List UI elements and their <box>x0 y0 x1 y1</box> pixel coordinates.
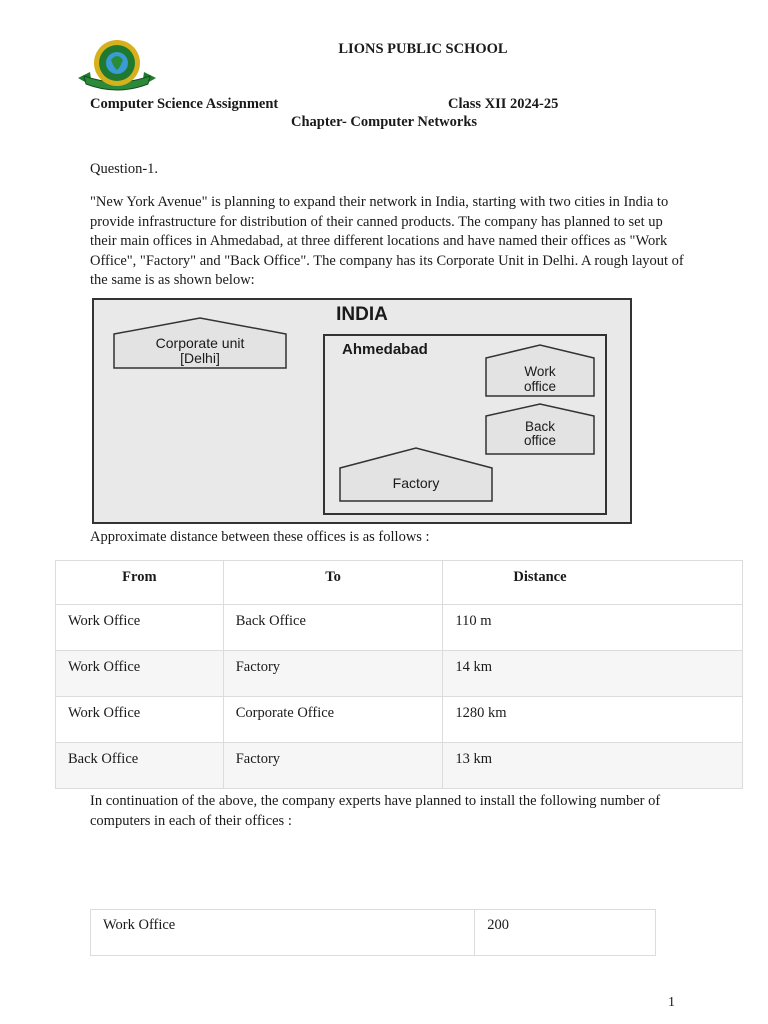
ahmedabad-label: Ahmedabad <box>342 341 428 358</box>
svg-text:Work: Work <box>524 364 556 379</box>
question-intro: "New York Avenue" is planning to expand their network in India, starting with two cities in India to provide infrastructure for distribution of their canned products. The company has planned to set up their main offices in Ahmedabad, at three different locations and have named their offices as "Work Office", "Factory" and "Back Office". The company has its Corporate Unit in Delhi. A rough layout of the same is as shown below: <box>90 194 684 288</box>
cell-from: Work Office <box>56 697 224 743</box>
table-row <box>56 651 743 697</box>
cell-office: Work Office <box>91 910 475 956</box>
computers-table <box>90 909 656 956</box>
cell-to: Factory <box>223 743 443 789</box>
svg-text:[Delhi]: [Delhi] <box>180 350 220 366</box>
cell-distance: 14 km <box>443 651 743 697</box>
cell-from: Work Office <box>56 651 224 697</box>
cell-from: Back Office <box>56 743 224 789</box>
india-label: INDIA <box>336 304 388 325</box>
chapter-title: Chapter- Computer Networks <box>290 114 478 130</box>
svg-text:Back: Back <box>524 419 556 434</box>
cell-computers: 200 <box>475 910 656 956</box>
svg-text:office: office <box>523 433 557 448</box>
table-row <box>56 743 743 789</box>
computers-intro: In continuation of the above, the company experts have planned to install the following number of computers in each of their offices : <box>90 793 661 829</box>
svg-text:Factory: Factory <box>392 475 440 491</box>
distance-intro: Approximate distance between these offices is as follows : <box>90 529 430 545</box>
question-number: Question-1. <box>90 161 159 177</box>
cell-from: Work Office <box>56 605 224 651</box>
svg-text:office: office <box>523 379 557 394</box>
table-row <box>56 697 743 743</box>
cell-to: Back Office <box>223 605 443 651</box>
svg-text:Corporate unit: Corporate unit <box>155 335 245 351</box>
cell-distance: 1280 km <box>443 697 743 743</box>
cell-distance: 110 m <box>443 605 743 651</box>
table-row <box>56 605 743 651</box>
table-row <box>91 910 656 956</box>
school-name: LIONS PUBLIC SCHOOL <box>338 41 508 57</box>
distance-table <box>55 560 743 789</box>
column-header-from: From <box>56 561 224 605</box>
cell-distance: 13 km <box>443 743 743 789</box>
assignment-subject: Computer Science Assignment <box>90 96 279 112</box>
page-number: 1 <box>668 995 675 1010</box>
cell-to: Corporate Office <box>223 697 443 743</box>
class-year: Class XII 2024-25 <box>448 96 559 112</box>
column-header-to: To <box>223 561 443 605</box>
cell-to: Factory <box>223 651 443 697</box>
network-layout-diagram <box>92 298 632 524</box>
table-header-row <box>56 561 743 605</box>
column-header-distance: Distance <box>443 561 743 605</box>
